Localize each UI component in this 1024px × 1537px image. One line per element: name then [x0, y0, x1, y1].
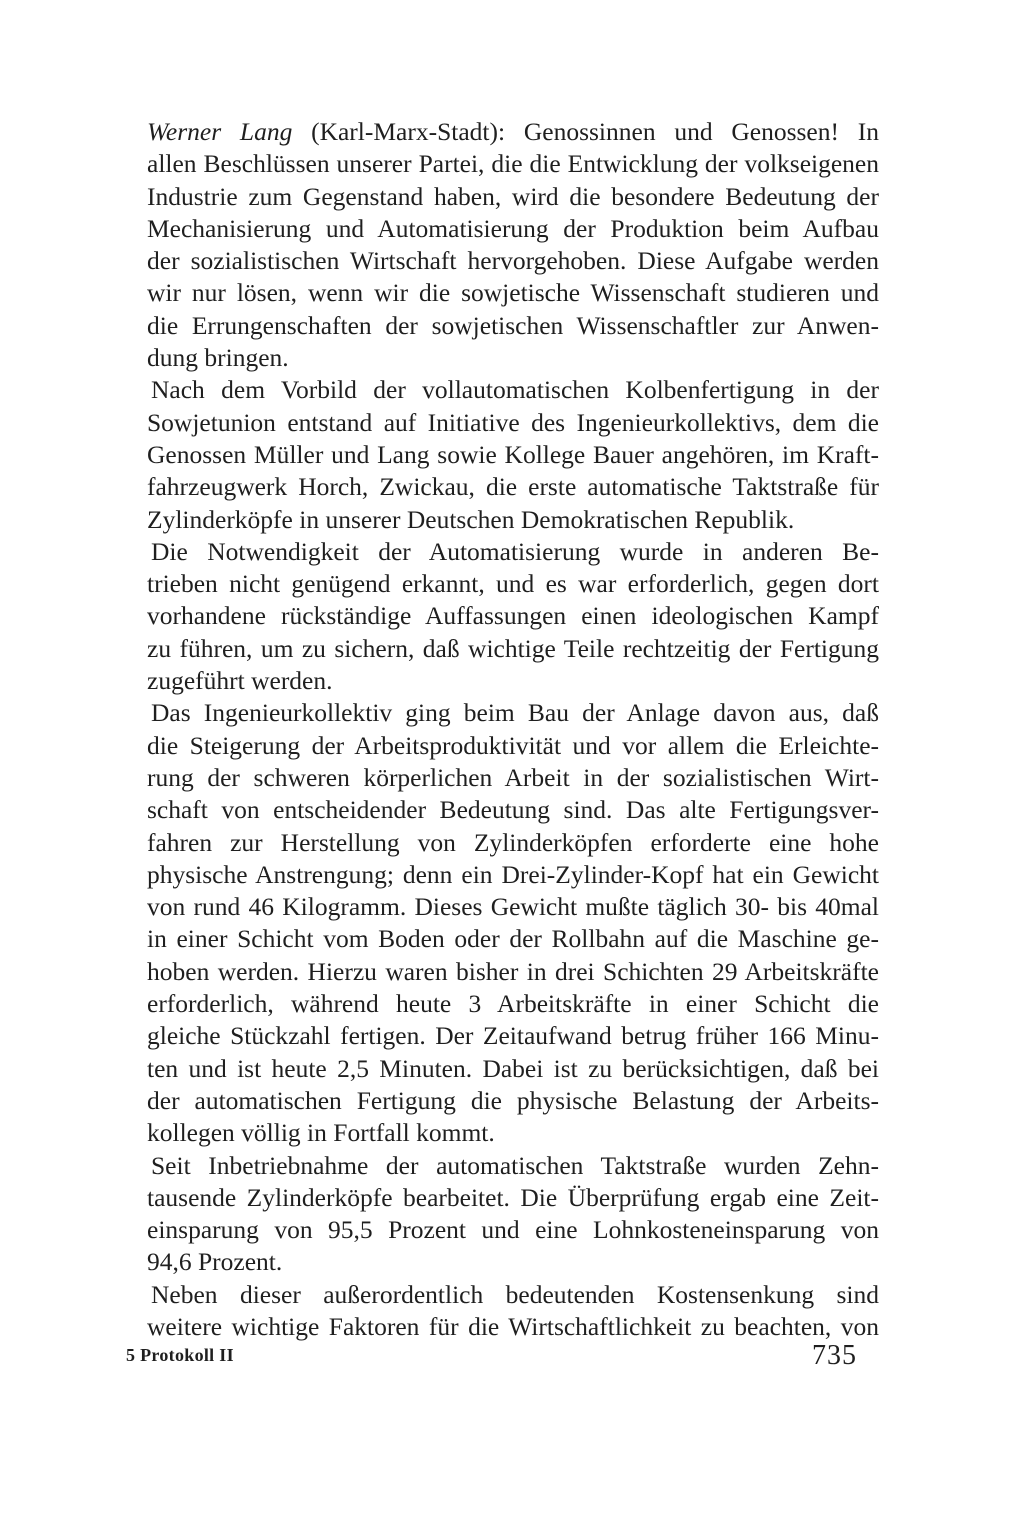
page-number: 735 [812, 1340, 857, 1371]
text-line: fahrzeugwerk Horch, Zwickau, die erste automatische Taktstraße für [147, 472, 879, 502]
text-line: dung bringen. [147, 343, 289, 373]
text-line: Die Notwendigkeit der Automatisierung wurde in anderen Be- [151, 536, 879, 566]
text-line: gleiche Stückzahl fertigen. Der Zeitaufwand betrug früher 166 Minu- [147, 1021, 879, 1051]
text-line: allen Beschlüssen unserer Partei, die die Entwicklung der volkseigenen [147, 149, 879, 179]
text-line: 94,6 Prozent. [147, 1247, 283, 1277]
text-line: rung der schweren körperlichen Arbeit in der sozialistischen Wirt- [147, 762, 879, 792]
text-line: schaft von entscheidender Bedeutung sind. Das alte Fertigungsver- [147, 795, 879, 825]
text-line: Sowjetunion entstand auf Initiative des Ingenieurkollektivs, dem die [147, 407, 879, 437]
text-line: hoben werden. Hierzu waren bisher in drei Schichten 29 Arbeitskräfte [147, 956, 879, 986]
text-line: kollegen völlig in Fortfall kommt. [147, 1118, 495, 1148]
text-line: trieben nicht genügend erkannt, und es war erforderlich, gegen dort [147, 569, 879, 599]
text-line: zu führen, um zu sichern, daß wichtige Teile rechtzeitig der Fertigung [147, 633, 879, 663]
text-line: weitere wichtige Faktoren für die Wirtschaftlichkeit zu beachten, von [147, 1311, 879, 1341]
text-line [147, 116, 879, 148]
text-line: der sozialistischen Wirtschaft hervorgehoben. Diese Aufgabe werden [147, 246, 879, 276]
text-line: fahren zur Herstellung von Zylinderköpfen erforderte eine hohe [147, 827, 879, 857]
body-text [147, 116, 879, 1343]
text-line: die Errungenschaften der sowjetischen Wissenschaftler zur Anwen- [147, 310, 879, 340]
text-line: Industrie zum Gegenstand haben, wird die besondere Bedeutung der [147, 181, 879, 211]
text-line: in einer Schicht vom Boden oder der Rollbahn auf die Maschine ge- [147, 924, 879, 954]
text-segment: (Karl-Marx-Stadt): Genossinnen und Genossen! In [292, 117, 879, 146]
text-line: erforderlich, während heute 3 Arbeitskräfte in einer Schicht die [147, 989, 879, 1019]
text-line: zugeführt werden. [147, 666, 333, 696]
text-line: vorhandene rückständige Auffassungen einen ideologischen Kampf [147, 601, 879, 631]
text-line: Das Ingenieurkollektiv ging beim Bau der Anlage davon aus, daß [151, 698, 879, 728]
text-line: einsparung von 95,5 Prozent und eine Lohnkosteneinsparung von [147, 1215, 879, 1245]
text-line: Genossen Müller und Lang sowie Kollege Bauer angehören, im Kraft- [147, 439, 879, 469]
text-line: Mechanisierung und Automatisierung der Produktion beim Aufbau [147, 213, 879, 243]
text-line: wir nur lösen, wenn wir die sowjetische Wissenschaft studieren und [147, 278, 879, 308]
text-line: Neben dieser außerordentlich bedeutenden Kostensenkung sind [151, 1279, 879, 1309]
text-line: ten und ist heute 2,5 Minuten. Dabei ist zu berücksichtigen, daß bei [147, 1053, 879, 1083]
text-line: Nach dem Vorbild der vollautomatischen Kolbenfertigung in der [151, 375, 879, 405]
text-line: von rund 46 Kilogramm. Dieses Gewicht mußte täglich 30- bis 40mal [147, 892, 879, 922]
text-line: Zylinderköpfe in unserer Deutschen Demokratischen Republik. [147, 504, 795, 534]
text-line: die Steigerung der Arbeitsproduktivität und vor allem die Erleichte- [147, 730, 879, 760]
text-line: der automatischen Fertigung die physische Belastung der Arbeits- [147, 1085, 879, 1115]
speaker-name: Werner Lang [147, 117, 293, 146]
text-line: physische Anstrengung; denn ein Drei-Zylinder-Kopf hat ein Gewicht [147, 859, 879, 889]
text-line: tausende Zylinderköpfe bearbeitet. Die Überprüfung ergab eine Zeit- [147, 1182, 879, 1212]
text-line: Seit Inbetriebnahme der automatischen Taktstraße wurden Zehn- [151, 1150, 879, 1180]
signature-mark: 5 Protokoll II [126, 1345, 234, 1365]
